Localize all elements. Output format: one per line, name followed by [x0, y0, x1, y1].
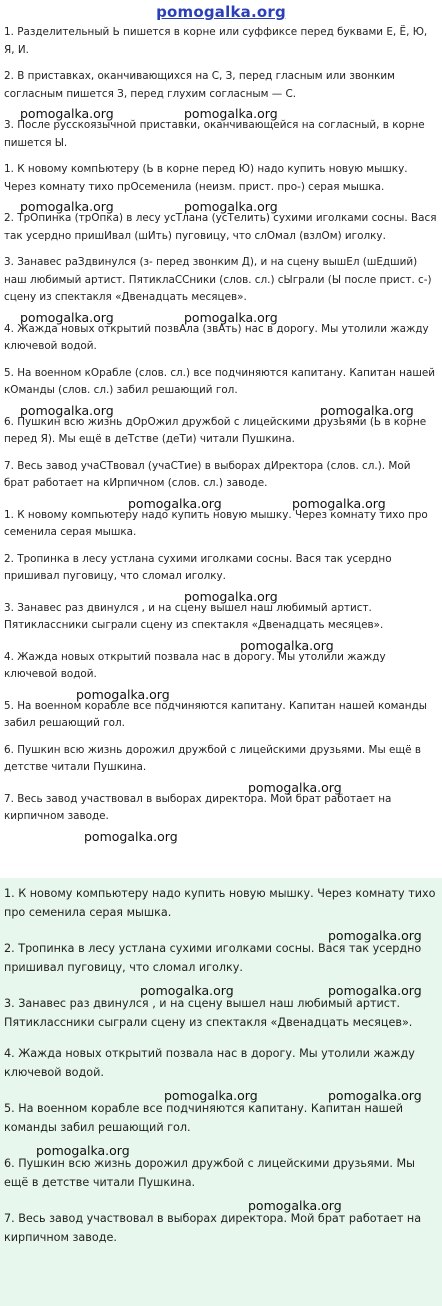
watermark: pomogalka.org: [76, 686, 170, 702]
watermark-row: [4, 1143, 438, 1158]
watermark: pomogalka.org: [184, 588, 278, 604]
watermark: pomogalka.org: [248, 779, 342, 795]
watermark: pomogalka.org: [240, 637, 334, 653]
watermark: pomogalka.org: [184, 199, 278, 214]
analysis-sentence-1: 1. К новому компьютеру надо купить новую мышку. Через комнату тихо про семенила серая мышка.: [4, 508, 428, 538]
rule-2: 2. В приставках, оканчивающихся на С, З, перед гласным или звонким согласным пишется З, перед глухим согласным — С.: [4, 70, 396, 100]
rule-3: 3. После русскоязычной приставки, оканчивающейся на согласный, в корне пишется Ы.: [4, 119, 425, 149]
highlighted-sentence-2: 2. Тропинка в лесу устлана сухими иголками сосны. Вася так усердно пришивал пуговицу, что сломал иголку.: [4, 942, 422, 974]
watermark: pomogalka.org: [84, 828, 178, 844]
watermark: pomogalka.org: [128, 495, 222, 511]
watermark-row: [4, 1198, 438, 1213]
site-logo-link[interactable]: pomogalka.org: [156, 3, 286, 21]
explained-sentence-1: 1. К новому компЬютеру (Ь в корне перед Ю) надо купить новую мышку. Через комнату тихо прОсеменила (неизм. прист. про-) серая мышка.: [4, 163, 408, 193]
watermark: pomogalka.org: [164, 1088, 258, 1103]
watermark: pomogalka.org: [20, 309, 114, 325]
watermark: pomogalka.org: [184, 106, 278, 121]
explained-sentence-6: 6. Пушкин всю жизнь дОрОжил дружбой с лицейскими друзЬями (Ь в корне перед Я). Мы ещё в деТстве (деТи) читали Пушкина.: [4, 415, 427, 445]
explained-sentence-4: 4. Жажда новых открытий позвАла (звАть) нас в дорогу. Мы утолили жажду ключевой водой.: [4, 322, 429, 352]
watermark: pomogalka.org: [328, 1088, 422, 1103]
analysis-sentence-5: 5. На военном корабле все подчиняются капитану. Капитан нашей команды забил решающий гол.: [4, 699, 427, 729]
highlighted-sentence-6: 6. Пушкин всю жизнь дорожил дружбой с лицейскими друзьями. Мы ещё в детстве читали Пушкина.: [4, 1157, 415, 1189]
watermark-row: [4, 686, 438, 702]
watermark: pomogalka.org: [248, 1198, 342, 1213]
watermark: pomogalka.org: [20, 199, 114, 214]
watermark: pomogalka.org: [328, 928, 422, 943]
watermark-row: [4, 588, 438, 604]
watermark-row: [4, 779, 438, 795]
watermark-row: [4, 983, 438, 998]
watermark-row: [4, 106, 438, 121]
highlighted-sentence-4: 4. Жажда новых открытий позвала нас в дорогу. Мы утолили жажду ключевой водой.: [4, 1047, 415, 1079]
highlighted-sentence-5: 5. На военном корабле все подчиняются капитану. Капитан нашей команды забил решающий гол.: [4, 1102, 404, 1134]
watermark: pomogalka.org: [36, 1143, 130, 1158]
highlighted-sentence-1: 1. К новому компьютеру надо купить новую мышку. Через комнату тихо про семенила серая мышка.: [4, 887, 436, 919]
explained-sentence-3: 3. Занавес раЗдвинулся (з- перед звонким Д), и на сцену вышЕл (шЕдший) наш любимый артист. ПятиклаССники (слов. сл.) сЫграли (Ы после прист. с-) сцену из спектакля «Двенадцать месяцев».: [4, 256, 432, 303]
analysis-sentence-7: 7. Весь завод участвовал в выборах директора. Мой брат работает на кирпичном заводе.: [4, 792, 392, 822]
explained-sentence-2: 2. ТрОпинка (трОпка) в лесу усТлана (усТелить) сухими иголками сосны. Вася так усердно пришИвал (шИть) пуговицу, что слОмал (взлОм) иголку.: [4, 212, 437, 242]
section-morphemic-analysis-highlighted: [0, 878, 442, 1306]
rule-1: 1. Разделительный Ь пишется в корне или суффиксе перед буквами Е, Ё, Ю, Я, И.: [4, 26, 428, 56]
watermark-row: [4, 928, 438, 943]
section-rules-and-explanations: [0, 24, 442, 493]
watermark: pomogalka.org: [320, 402, 414, 418]
watermark: pomogalka.org: [328, 983, 422, 998]
highlighted-sentence-3: 3. Занавес раз двинулся , и на сцену вышел наш любимый артист. Пятиклассники сыграли сцену из спектакля «Двенадцать месяцев».: [4, 997, 413, 1029]
watermark-row: [4, 199, 438, 214]
watermark-row: [4, 1088, 438, 1103]
watermark-row: [4, 309, 438, 325]
analysis-sentence-6: 6. Пушкин всю жизнь дорожил дружбой с лицейскими друзьями. Мы ещё в детстве читали Пушкина.: [4, 743, 421, 773]
watermark-row: [4, 637, 438, 653]
watermark: pomogalka.org: [140, 983, 234, 998]
analysis-sentence-4: 4. Жажда новых открытий позвала нас в дорогу. Мы утолили жажду ключевой водой.: [4, 650, 386, 680]
analysis-sentence-3: 3. Занавес раз двинулся , и на сцену вышел наш любимый артист. Пятиклассники сыграли сцену из спектакля «Двенадцать месяцев».: [4, 601, 384, 631]
header: [0, 0, 442, 24]
explained-sentence-7: 7. Весь завод учаСТвовал (учаСТие) в выборах дИректора (слов. сл.). Мой брат работает на кИрпичном (слов. сл.) заводе.: [4, 459, 411, 489]
watermark-row: [4, 495, 438, 511]
watermark: pomogalka.org: [292, 495, 386, 511]
watermark: pomogalka.org: [184, 309, 278, 325]
section-morphemic-analysis: [0, 495, 442, 844]
watermark-row: [4, 402, 438, 418]
watermark: pomogalka.org: [20, 106, 114, 121]
analysis-sentence-2: 2. Тропинка в лесу устлана сухими иголками сосны. Вася так усердно пришивал пуговицу, что сломал иголку.: [4, 552, 392, 582]
watermark-row: [4, 828, 438, 844]
highlighted-sentence-7: 7. Весь завод участвовал в выборах директора. Мой брат работает на кирпичном заводе.: [4, 1212, 422, 1244]
explained-sentence-5: 5. На военном кОрабле (слов. сл.) все подчиняются капитану. Капитан нашей кОманды (слов. сл.) забил решающий гол.: [4, 366, 435, 396]
watermark: pomogalka.org: [20, 402, 114, 418]
